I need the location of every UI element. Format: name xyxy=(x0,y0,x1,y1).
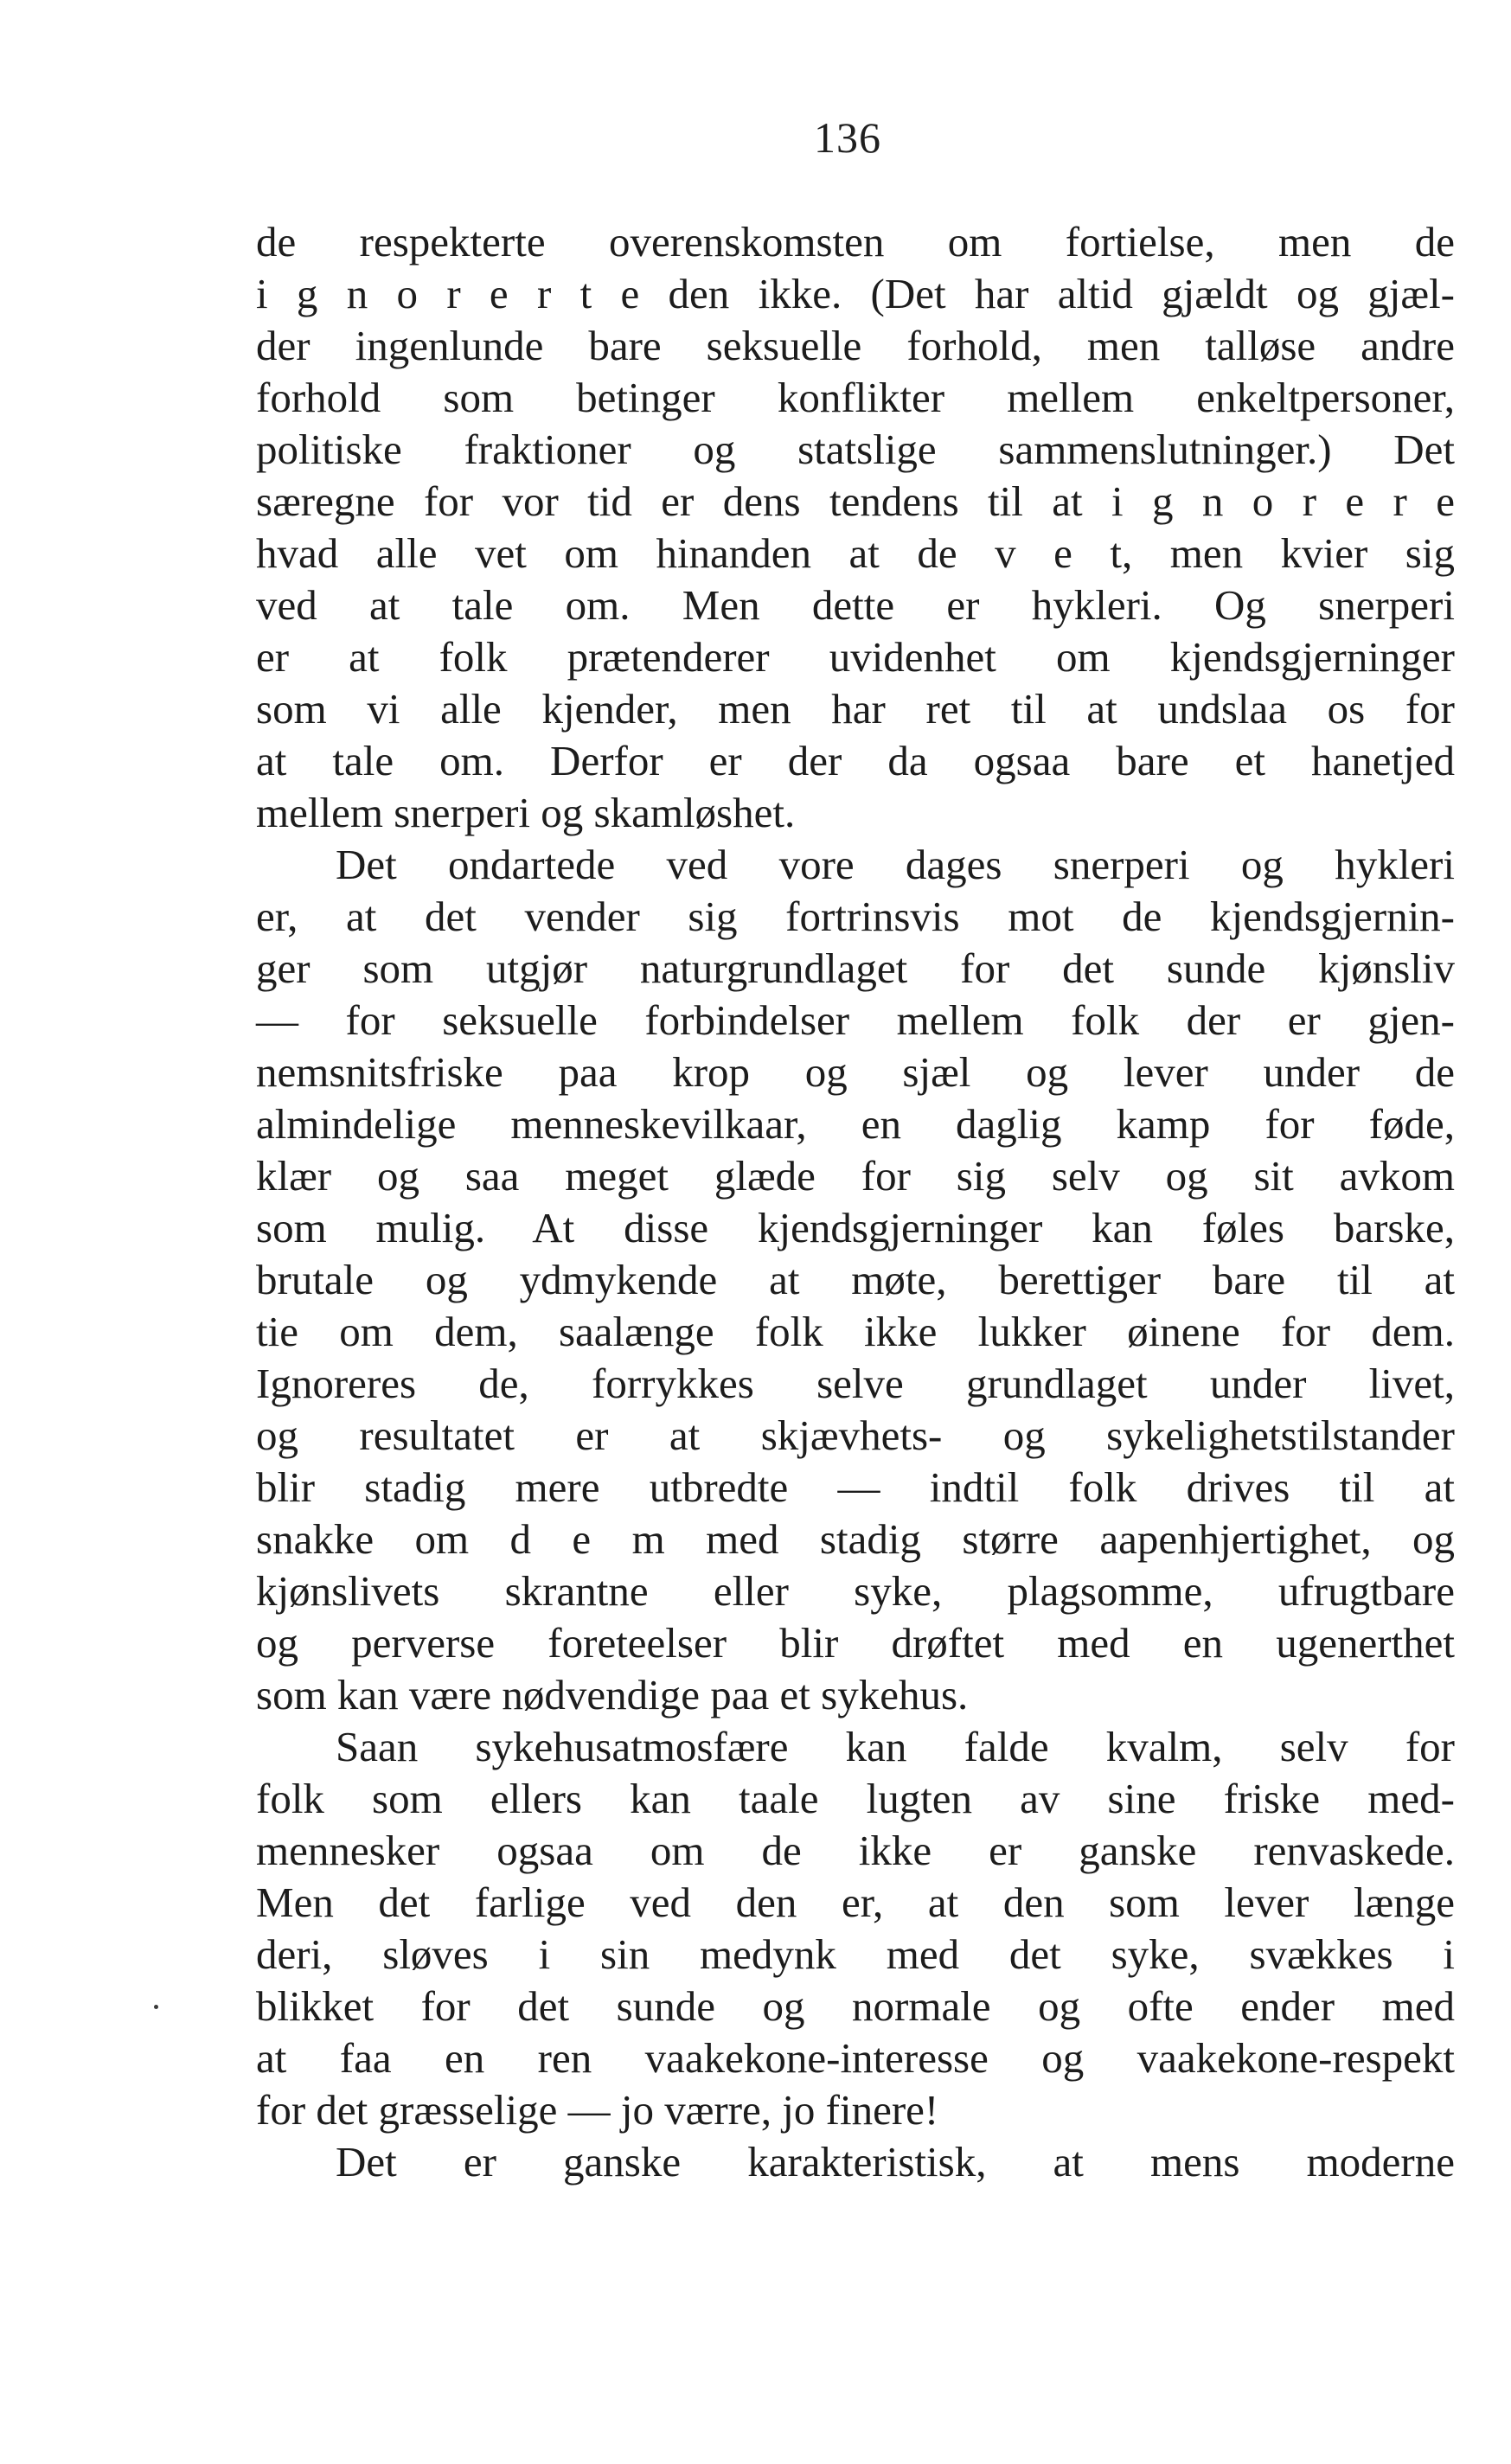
text-line: Det er ganske karakteristisk, at mens moderne xyxy=(336,2138,1455,2186)
text-line: tie om dem, saalænge folk ikke lukker øinene for dem. xyxy=(256,1308,1455,1355)
text-line: som mulig. At disse kjendsgjerninger kan føles barske, xyxy=(256,1204,1455,1251)
text-line: de respekterte overenskomsten om fortielse, men de xyxy=(256,218,1455,266)
text-line: at faa en ren vaakekone-interesse og vaakekone-respekt xyxy=(256,2034,1455,2082)
text-line: politiske fraktioner og statslige sammenslutninger.) Det xyxy=(256,426,1455,473)
text-line: som kan være nødvendige paa et sykehus. xyxy=(256,1671,969,1718)
text-line: ger som utgjør naturgrundlaget for det sunde kjønsliv xyxy=(256,944,1455,992)
text-line: der ingenlunde bare seksuelle forhold, men talløse andre xyxy=(256,322,1455,369)
text-line: deri, sløves i sin medynk med det syke, svækkes i xyxy=(256,1930,1455,1978)
text-line: brutale og ydmykende at møte, berettiger bare til at xyxy=(256,1256,1455,1303)
text-line: Det ondartede ved vore dages snerperi og hykleri xyxy=(336,841,1455,888)
text-line: — for seksuelle forbindelser mellem folk der er gjen- xyxy=(256,996,1455,1044)
text-line: Saan sykehusatmosfære kan falde kvalm, selv for xyxy=(336,1723,1455,1770)
text-line: og perverse foreteelser blir drøftet med en ugenerthet xyxy=(256,1619,1455,1667)
text-line: er, at det vender sig fortrinsvis mot de kjendsgjernin- xyxy=(256,893,1455,940)
text-line: Men det farlige ved den er, at den som lever længe xyxy=(256,1878,1455,1926)
text-line: almindelige menneskevilkaar, en daglig kamp for føde, xyxy=(256,1100,1455,1148)
text-line: er at folk prætenderer uvidenhet om kjendsgjerninger xyxy=(256,633,1455,681)
text-line: mellem snerperi og skamløshet. xyxy=(256,789,796,836)
text-line: særegne for vor tid er dens tendens til at i g n o r e r e xyxy=(256,477,1455,525)
text-line: i g n o r e r t e den ikke. (Det har altid gjældt og gjæl- xyxy=(256,270,1455,317)
text-line: hvad alle vet om hinanden at de v e t, men kvier sig xyxy=(256,529,1455,577)
text-line: forhold som betinger konflikter mellem enkeltpersoner, xyxy=(256,374,1455,421)
text-line: blir stadig mere utbredte — indtil folk drives til at xyxy=(256,1463,1455,1511)
text-line: som vi alle kjender, men har ret til at undslaa os for xyxy=(256,685,1455,733)
page-number: 136 xyxy=(814,113,881,162)
text-line: Ignoreres de, forrykkes selve grundlaget under livet, xyxy=(256,1360,1455,1407)
text-line: klær og saa meget glæde for sig selv og sit avkom xyxy=(256,1152,1455,1200)
text-line: for det græsselige — jo værre, jo finere! xyxy=(256,2086,939,2134)
ink-speck xyxy=(154,2005,158,2009)
text-line: folk som ellers kan taale lugten av sine friske med- xyxy=(256,1775,1455,1822)
text-line: kjønslivets skrantne eller syke, plagsomme, ufrugtbare xyxy=(256,1567,1455,1615)
text-line: nemsnitsfriske paa krop og sjæl og lever under de xyxy=(256,1048,1455,1096)
text-line: blikket for det sunde og normale og ofte ender med xyxy=(256,1982,1455,2030)
text-line: og resultatet er at skjævhets- og sykelighetstilstander xyxy=(256,1411,1455,1459)
text-line: ved at tale om. Men dette er hykleri. Og snerperi xyxy=(256,581,1455,629)
text-line: snakke om d e m med stadig større aapenhjertighet, og xyxy=(256,1515,1455,1563)
text-line: mennesker ogsaa om de ikke er ganske renvaskede. xyxy=(256,1827,1455,1874)
text-line: at tale om. Derfor er der da ogsaa bare et hanetjed xyxy=(256,737,1455,784)
